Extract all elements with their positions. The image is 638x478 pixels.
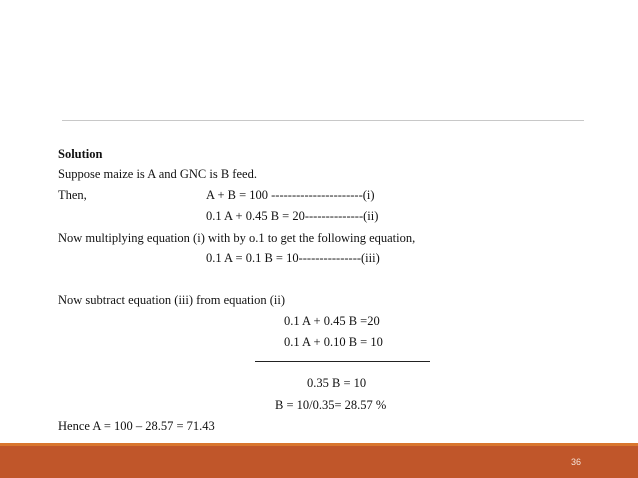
title-divider: [62, 120, 584, 121]
footer-accent-band: [0, 443, 638, 446]
page-number: 36: [570, 457, 581, 467]
subtraction-rule: [255, 361, 430, 362]
multiply-instruction: Now multiplying equation (i) with by o.1 to get the following equation,: [58, 231, 416, 245]
subtract-instruction: Now subtract equation (iii) from equation (ii): [58, 293, 286, 307]
subtraction-line-1: 0.1 A + 0.45 B =20: [284, 314, 380, 328]
solution-heading: Solution: [58, 147, 103, 161]
equation-2: 0.1 A + 0.45 B = 20--------------(ii): [206, 209, 379, 223]
subtraction-line-2: 0.1 A + 0.10 B = 10: [284, 335, 383, 349]
then-label: Then,: [58, 188, 87, 202]
footer-bar: [0, 443, 638, 478]
problem-statement: Suppose maize is A and GNC is B feed.: [58, 167, 257, 181]
equation-3: 0.1 A = 0.1 B = 10---------------(iii): [206, 251, 380, 265]
result-line-2: B = 10/0.35= 28.57 %: [275, 398, 387, 412]
conclusion-line: Hence A = 100 – 28.57 = 71.43: [58, 419, 215, 433]
result-line-1: 0.35 B = 10: [307, 376, 367, 390]
equation-1: A + B = 100 ----------------------(i): [206, 188, 375, 202]
